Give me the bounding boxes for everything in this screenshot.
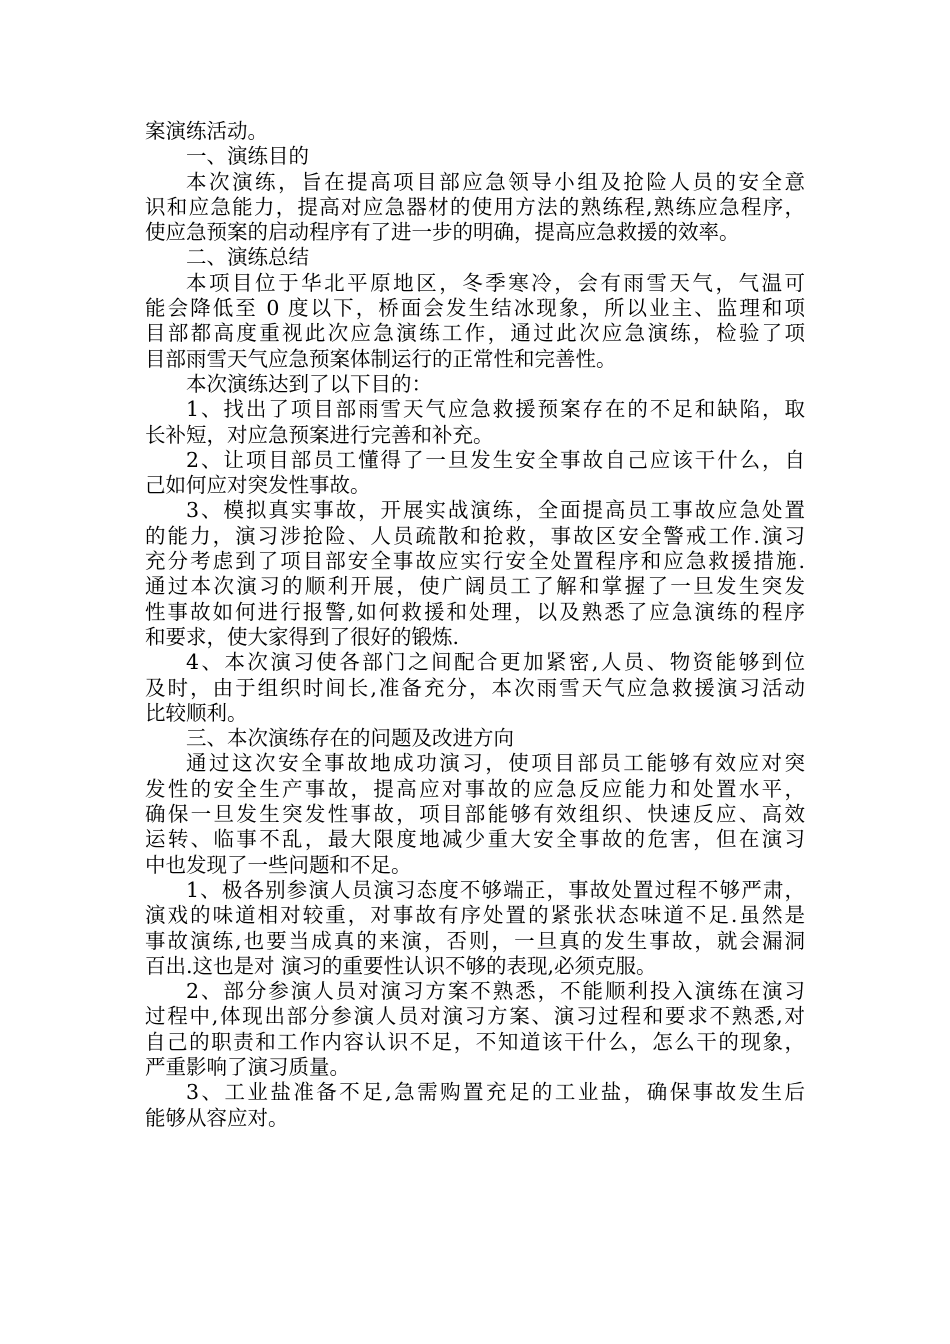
text-line: 1、极各别参演人员演习态度不够端正，事故处置过程不够严肃， [186,877,805,902]
text-line: 通过这次安全事故地成功演习，使项目部员工能够有效应对突 [186,751,805,776]
text-line: 本项目位于华北平原地区，冬季寒冷，会有雨雪天气，气温可 [186,270,805,295]
text-line: 通过本次演习的顺利开展，使广阔员工了解和掌握了一旦发生突发 [145,574,805,599]
text-line: 目部雨雪天气应急预案体制运行的正常性和完善性。 [145,346,617,371]
text-line: 确保一旦发生突发性事故，项目部能够有效组织、快速反应、高效 [145,802,805,827]
text-line: 本次演练达到了以下目的： [186,371,432,396]
text-line: 2、让项目部员工懂得了一旦发生安全事故自己应该干什么，自 [186,447,805,472]
text-line: 使应急预案的启动程序有了进一步的明确，提高应急救援的效率。 [145,220,740,245]
text-line: 长补短，对应急预案进行完善和补充。 [145,422,494,447]
text-line: 识和应急能力，提高对应急器材的使用方法的熟练程,熟练应急程序， [145,194,805,219]
document-body [145,119,805,1131]
text-line: 充分考虑到了项目部安全事故应实行安全处置程序和应急救援措施. [145,549,805,574]
text-line: 演戏的味道相对较重，对事故有序处置的紧张状态味道不足.虽然是 [145,903,805,928]
text-line: 的能力，演习涉抢险、人员疏散和抢救，事故区安全警戒工作.演习 [145,523,805,548]
text-line: 2、部分参演人员对演习方案不熟悉，不能顺利投入演练在演习 [186,979,805,1004]
text-line: 性事故如何进行报警,如何救援和处理，以及熟悉了应急演练的程序 [145,599,805,624]
text-line: 4、本次演习使各部门之间配合更加紧密,人员、物资能够到位 [186,650,805,675]
text-line: 百出.这也是对 演习的重要性认识不够的表现,必须克服。 [145,953,657,978]
text-line: 事故演练,也要当成真的来演，否则，一旦真的发生事故，就会漏洞 [145,928,805,953]
text-line: 中也发现了一些问题和不足。 [145,852,412,877]
text-line: 发性的安全生产事故，提高应对事故的应急反应能力和处置水平， [145,776,805,801]
text-line: 比较顺利。 [145,700,248,725]
text-line: 和要求，使大家得到了很好的锻炼. [145,624,460,649]
text-line: 严重影响了演习质量。 [145,1054,350,1079]
text-line: 及时，由于组织时间长,准备充分，本次雨雪天气应急救援演习活动 [145,675,805,700]
text-line: 能会降低至 0 度以下，桥面会发生结冰现象，所以业主、监理和项 [145,296,805,321]
text-line: 1、找出了项目部雨雪天气应急救援预案存在的不足和缺陷，取 [186,397,805,422]
text-line: 3、工业盐准备不足,急需购置充足的工业盐，确保事故发生后 [186,1080,805,1105]
text-line: 己如何应对突发性事故。 [145,473,371,498]
text-line: 一、演练目的 [186,144,309,169]
text-line: 运转、临事不乱，最大限度地减少重大安全事故的危害，但在演习 [145,827,805,852]
text-line: 能够从容应对。 [145,1105,289,1130]
text-line: 目部都高度重视此次应急演练工作，通过此次应急演练，检验了项 [145,321,805,346]
text-line: 3、模拟真实事故，开展实战演练，全面提高员工事故应急处置 [186,498,805,523]
text-line: 三、本次演练存在的问题及改进方向 [186,726,514,751]
text-line: 案演练活动。 [145,119,268,143]
text-line: 过程中,体现出部分参演人员对演习方案、演习过程和要求不熟悉,对 [145,1004,805,1029]
text-line: 二、演练总结 [186,245,309,270]
text-line: 自己的职责和工作内容认识不足，不知道该干什么，怎么干的现象， [145,1029,805,1054]
text-line: 本次演练，旨在提高项目部应急领导小组及抢险人员的安全意 [186,169,805,194]
